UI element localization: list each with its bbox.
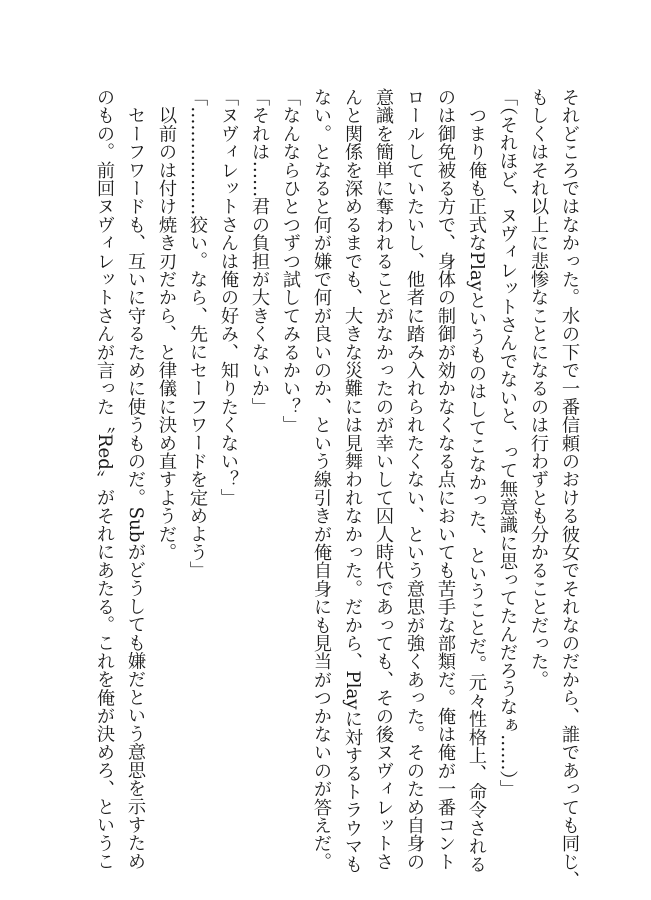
text-line: もしくはそれ以上に悲惨なことになるのは行わずとも分かることだった。 [528, 88, 549, 689]
text-line: それどころではなかった。水の下で一番信頼のおける彼女でそれなのだから、誰であっても同じ、 [559, 88, 580, 889]
text-line: 「なんならひとつずつ試してみるかい？」 [280, 88, 301, 434]
text-line: 以前のは付け焼き刃だから、と律儀に決め直すようだ。 [156, 88, 177, 562]
text-line: のは御免被る方で、身体の制御が効かなくなる点においても苦手な部類だ。俺は俺が一番コント [435, 88, 456, 871]
text-line: んと関係を深めるまでも、大きな災難には見舞われなかった。だから、Playに対するトラウマも [342, 88, 363, 874]
text-line: つまり俺も正式なPlayというものはしてこなかった、ということだ。元々性格上、命令される [466, 88, 487, 874]
text-line: ロールしていたいし、他者に踏み入れられたくない、という意思が強くあった。そのため自身の [404, 88, 425, 871]
text-line: セーフワードも、互いに守るために使うものだ。Subがどうしても嫌だという意思を示すため [125, 88, 146, 871]
text-line: 「………………狡い。なら、先にセーフワードを定めよう」 [187, 88, 208, 580]
text-line: 「（それほど、ヌヴィレットさんでないと、って無意識に思ってたんだろうなぁ……）」 [497, 88, 518, 798]
text-line: 「ヌヴィレットさんは俺の好み、知りたくない？」 [218, 88, 239, 507]
text-line: 「それは……君の負担が大きくないか」 [249, 88, 270, 416]
text-line: のもの。前回ヌヴィレットさんが言った〝Red〟がそれにあたる。これを俺が決めろ、というこ [94, 88, 115, 871]
text-line: ない。となると何が嫌で何が良いのか、という線引きが俺自身にも見当がつかないのが答えだ。 [311, 88, 332, 871]
text-line: 意識を簡単に奪われることがなかったのが幸いして囚人時代であっても、その後ヌヴィレットさ [373, 88, 394, 871]
vertical-text-body [89, 88, 585, 889]
